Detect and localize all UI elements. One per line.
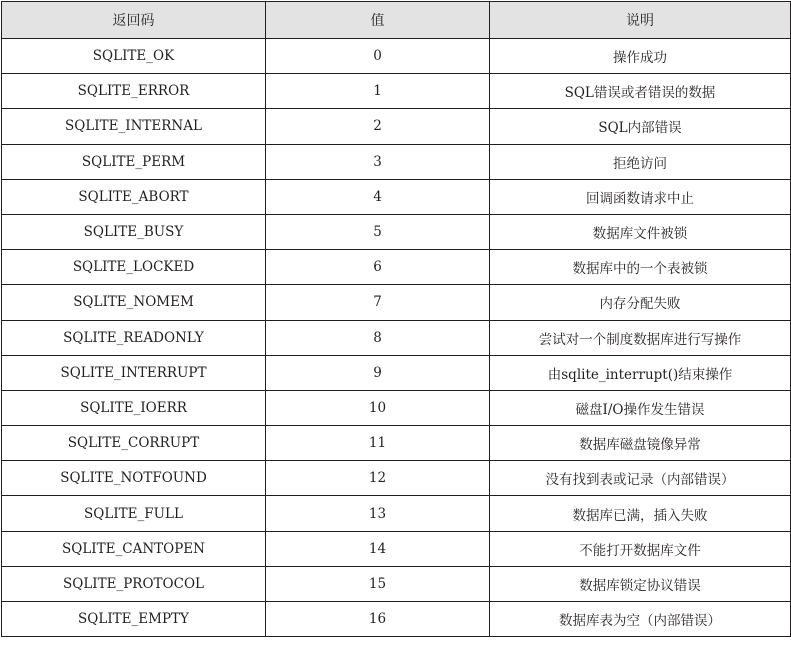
value-cell: 10 xyxy=(266,390,490,425)
table-row xyxy=(2,250,791,285)
table-body xyxy=(2,39,791,637)
return-code-cell: SQLITE_NOTFOUND xyxy=(2,461,266,496)
return-code-cell: SQLITE_PERM xyxy=(2,144,266,179)
value-cell: 13 xyxy=(266,496,490,531)
value-cell: 0 xyxy=(266,39,490,74)
return-code-cell: SQLITE_IOERR xyxy=(2,390,266,425)
table-row xyxy=(2,496,791,531)
table-row xyxy=(2,214,791,249)
description-cell: 不能打开数据库文件 xyxy=(490,531,791,566)
description-cell: 没有找到表或记录（内部错误） xyxy=(490,461,791,496)
return-code-cell: SQLITE_FULL xyxy=(2,496,266,531)
return-code-cell: SQLITE_EMPTY xyxy=(2,602,266,637)
description-cell: 数据库锁定协议错误 xyxy=(490,566,791,601)
table-header xyxy=(2,2,791,39)
value-cell: 12 xyxy=(266,461,490,496)
description-cell: SQL错误或者错误的数据 xyxy=(490,74,791,109)
value-cell: 5 xyxy=(266,214,490,249)
value-cell: 2 xyxy=(266,109,490,144)
value-cell: 7 xyxy=(266,285,490,320)
header-row xyxy=(2,2,791,39)
return-code-cell: SQLITE_INTERRUPT xyxy=(2,355,266,390)
table-row xyxy=(2,285,791,320)
table-row xyxy=(2,602,791,637)
return-code-cell: SQLITE_READONLY xyxy=(2,320,266,355)
description-cell: 数据库已满，插入失败 xyxy=(490,496,791,531)
return-code-cell: SQLITE_CORRUPT xyxy=(2,426,266,461)
return-code-cell: SQLITE_OK xyxy=(2,39,266,74)
value-cell: 1 xyxy=(266,74,490,109)
value-cell: 16 xyxy=(266,602,490,637)
value-cell: 14 xyxy=(266,531,490,566)
value-cell: 11 xyxy=(266,426,490,461)
table-row xyxy=(2,179,791,214)
table-row xyxy=(2,355,791,390)
value-cell: 8 xyxy=(266,320,490,355)
description-cell: 回调函数请求中止 xyxy=(490,179,791,214)
description-cell: 数据库表为空（内部错误） xyxy=(490,602,791,637)
return-code-cell: SQLITE_ABORT xyxy=(2,179,266,214)
table-row xyxy=(2,39,791,74)
header-return-code: 返回码 xyxy=(2,2,266,39)
table-row xyxy=(2,74,791,109)
description-cell: 数据库中的一个表被锁 xyxy=(490,250,791,285)
description-cell: 操作成功 xyxy=(490,39,791,74)
description-cell: 尝试对一个制度数据库进行写操作 xyxy=(490,320,791,355)
return-code-table xyxy=(1,1,791,637)
description-cell: 数据库磁盘镜像异常 xyxy=(490,426,791,461)
table-row xyxy=(2,320,791,355)
value-cell: 9 xyxy=(266,355,490,390)
header-value: 值 xyxy=(266,2,490,39)
description-cell: 磁盘I/O操作发生错误 xyxy=(490,390,791,425)
return-code-cell: SQLITE_PROTOCOL xyxy=(2,566,266,601)
value-cell: 4 xyxy=(266,179,490,214)
description-cell: SQL内部错误 xyxy=(490,109,791,144)
value-cell: 3 xyxy=(266,144,490,179)
return-code-cell: SQLITE_CANTOPEN xyxy=(2,531,266,566)
description-cell: 数据库文件被锁 xyxy=(490,214,791,249)
table-row xyxy=(2,426,791,461)
return-code-cell: SQLITE_BUSY xyxy=(2,214,266,249)
return-code-cell: SQLITE_ERROR xyxy=(2,74,266,109)
table-row xyxy=(2,461,791,496)
value-cell: 6 xyxy=(266,250,490,285)
table-row xyxy=(2,144,791,179)
return-code-cell: SQLITE_INTERNAL xyxy=(2,109,266,144)
description-cell: 拒绝访问 xyxy=(490,144,791,179)
table-row xyxy=(2,390,791,425)
description-cell: 内存分配失败 xyxy=(490,285,791,320)
table-row xyxy=(2,566,791,601)
description-cell: 由sqlite_interrupt()结束操作 xyxy=(490,355,791,390)
header-description: 说明 xyxy=(490,2,791,39)
table-row xyxy=(2,531,791,566)
value-cell: 15 xyxy=(266,566,490,601)
return-code-cell: SQLITE_NOMEM xyxy=(2,285,266,320)
table-row xyxy=(2,109,791,144)
return-code-cell: SQLITE_LOCKED xyxy=(2,250,266,285)
